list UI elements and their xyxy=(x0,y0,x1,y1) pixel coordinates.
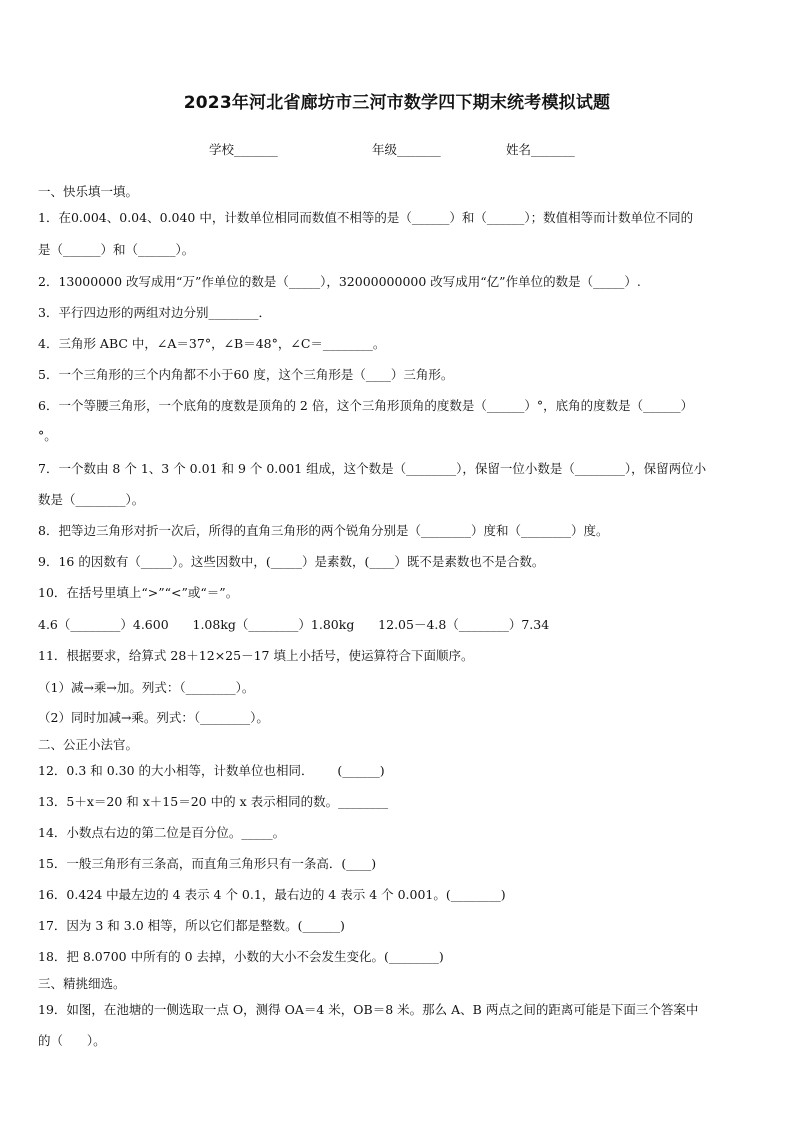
section-heading-1: 一、快乐填一填。 xyxy=(38,184,139,199)
question-1-line-1: 1．在0.004、0.04、0.040 中，计数单位相同而数值不相等的是（______）和（______）；数值相等而计数单位不同的 xyxy=(38,210,694,225)
question-10-items: 4.6（________）4.600 1.08kg（________）1.80kg 12.05－4.8（________）7.34 xyxy=(38,617,550,632)
question-3: 3．平行四边形的两组对边分别________． xyxy=(38,305,271,320)
question-11-part-1: （1）减→乘→加。列式：（________）。 xyxy=(38,680,255,695)
question-2: 2．13000000 改写成用“万”作单位的数是（_____），32000000000 改写成用“亿”作单位的数是（_____）. xyxy=(38,274,641,289)
question-17: 17．因为 3 和 3.0 相等，所以它们都是整数。(______) xyxy=(38,918,345,933)
question-7-line-2: 数是（________）。 xyxy=(38,492,145,507)
question-6-line-2: °。 xyxy=(38,428,57,443)
grade-field[interactable]: 年级_______ xyxy=(372,142,441,157)
question-19-line-2: 的（ ）。 xyxy=(38,1033,106,1048)
school-field[interactable]: 学校_______ xyxy=(209,142,278,157)
section-heading-3: 三、精挑细选。 xyxy=(38,976,126,991)
question-7-line-1: 7．一个数由 8 个 1、3 个 0.01 和 9 个 0.001 组成，这个数是（________），保留一位小数是（________），保留两位小 xyxy=(38,461,707,476)
question-15: 15．一般三角形有三条高，而直角三角形只有一条高．(____) xyxy=(38,856,377,871)
page-title: 2023年河北省廊坊市三河市数学四下期末统考模拟试题 xyxy=(183,93,611,113)
question-16: 16．0.424 中最左边的 4 表示 4 个 0.1，最右边的 4 表示 4 个 0.001。(________) xyxy=(38,887,506,902)
question-5: 5．一个三角形的三个内角都不小于60 度，这个三角形是（____）三角形。 xyxy=(38,367,454,382)
question-1-line-2: 是（______）和（______）。 xyxy=(38,242,195,257)
question-10: 10．在括号里填上“>”“<”或“＝”。 xyxy=(38,585,239,600)
name-field[interactable]: 姓名_______ xyxy=(506,142,575,157)
question-18: 18．把 8.0700 中所有的 0 去掉，小数的大小不会发生变化。(________) xyxy=(38,949,444,964)
question-11: 11．根据要求，给算式 28＋12×25－17 填上小括号，使运算符合下面顺序。 xyxy=(38,648,474,663)
question-14: 14．小数点右边的第二位是百分位。_____。 xyxy=(38,825,286,840)
question-12: 12．0.3 和 0.30 的大小相等，计数单位也相同． (______) xyxy=(38,763,385,778)
question-9: 9．16 的因数有（_____）。这些因数中，(_____）是素数，(____）既不是素数也不是合数。 xyxy=(38,554,545,569)
section-heading-2: 二、公正小法官。 xyxy=(38,737,139,752)
question-13: 13．5＋x＝20 和 x＋15＝20 中的 x 表示相同的数。________ xyxy=(38,794,389,809)
question-4: 4．三角形 ABC 中，∠A＝37°，∠B＝48°，∠C＝________。 xyxy=(38,336,386,351)
question-19-line-1: 19．如图，在池塘的一侧选取一点 O，测得 OA＝4 米，OB＝8 米。那么 A、B 两点之间的距离可能是下面三个答案中 xyxy=(38,1002,699,1017)
question-11-part-2: （2）同时加减→乘。列式：（________）。 xyxy=(38,710,269,725)
question-8: 8．把等边三角形对折一次后，所得的直角三角形的两个锐角分别是（________）度和（________）度。 xyxy=(38,523,609,538)
question-6-line-1: 6．一个等腰三角形，一个底角的度数是顶角的 2 倍，这个三角形顶角的度数是（______）°，底角的度数是（______） xyxy=(38,398,694,413)
